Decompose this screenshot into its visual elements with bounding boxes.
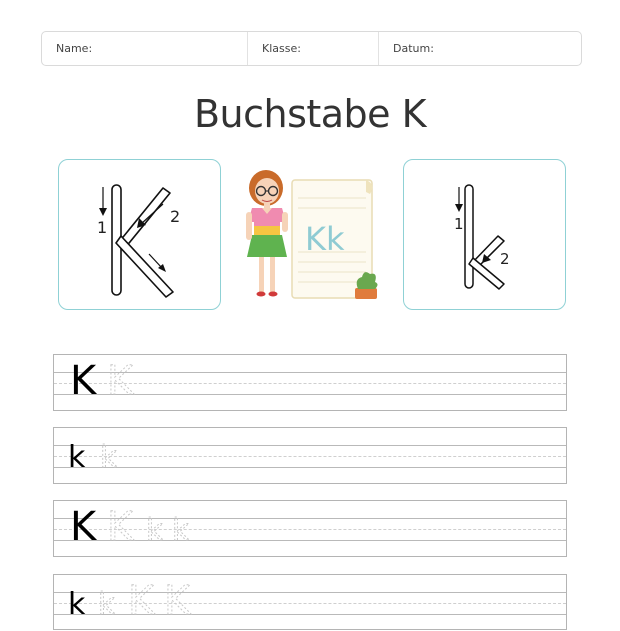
name-field[interactable]: [42, 32, 247, 65]
row-letters: [54, 355, 568, 412]
trace-letter: K: [164, 578, 191, 624]
lowercase-k-stroke-diagram: [404, 160, 567, 311]
model-letter: k: [68, 587, 86, 622]
practice-row[interactable]: [53, 574, 567, 630]
uppercase-k-stroke-diagram: [59, 160, 222, 311]
lowercase-k-card: [403, 159, 566, 310]
trace-letter: K: [128, 578, 155, 624]
trace-letter: K: [107, 358, 134, 404]
practice-row[interactable]: [53, 427, 567, 484]
paper-letters: Kk: [305, 220, 345, 258]
model-letter: k: [68, 440, 86, 475]
trace-letter: K: [107, 504, 134, 550]
stroke-number-1: 1: [97, 218, 108, 237]
trace-letter: k: [100, 440, 118, 475]
model-letter: K: [70, 358, 97, 404]
girl-with-letter-sheet-image: [240, 160, 385, 305]
trace-letter: k: [146, 513, 164, 548]
stroke-number-2: 2: [500, 250, 510, 268]
stroke-number-1: 1: [454, 215, 464, 233]
trace-letter: k: [98, 587, 116, 622]
practice-row[interactable]: [53, 354, 567, 411]
worksheet-header: [41, 31, 582, 66]
row-letters: [54, 428, 568, 485]
class-label: Klasse:: [262, 42, 301, 55]
trace-letter: k: [172, 513, 190, 548]
page-title: Buchstabe K: [193, 92, 427, 136]
class-field[interactable]: [247, 32, 378, 65]
stroke-number-2: 2: [170, 207, 181, 226]
uppercase-k-card: [58, 159, 221, 310]
teacher-illustration: [240, 160, 385, 305]
date-label: Datum:: [393, 42, 434, 55]
row-letters: [54, 575, 568, 631]
date-field[interactable]: [378, 32, 581, 65]
name-label: Name:: [56, 42, 93, 55]
practice-row[interactable]: [53, 500, 567, 557]
row-letters: [54, 501, 568, 558]
model-letter: K: [70, 504, 97, 550]
